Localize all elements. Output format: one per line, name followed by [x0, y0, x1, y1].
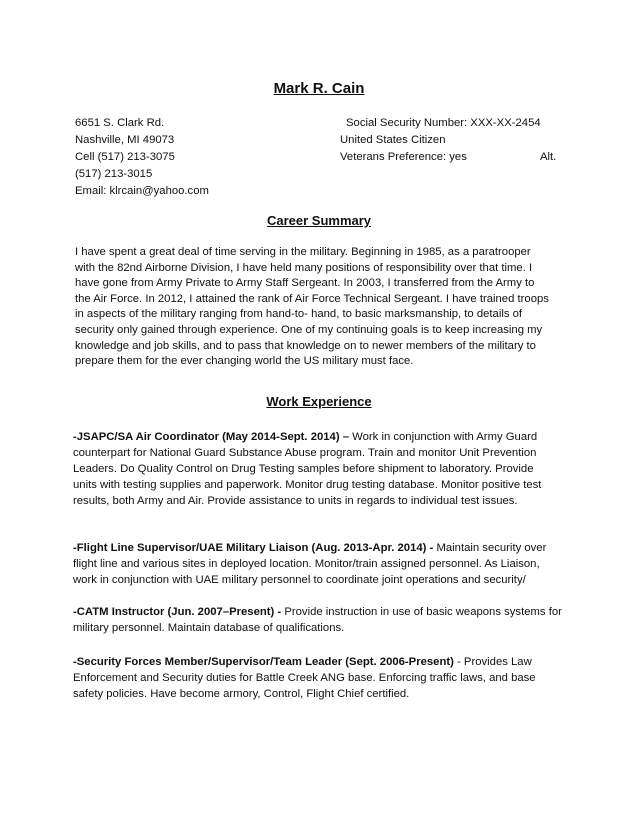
job-title: -CATM Instructor (Jun. 2007–Present) -	[73, 606, 282, 618]
job-description: Maintain security over	[433, 542, 547, 554]
job-entry	[73, 605, 578, 637]
job-description-line: military personnel. Maintain database of qualifications.	[73, 621, 345, 634]
summary-line: security only gained through experience. One of my continuing goals is to keep increasing my	[75, 323, 543, 336]
job-description-line: counterpart for National Guard Substance Abuse program. Train and monitor Unit Prevention	[73, 446, 537, 459]
alt-label: Alt.	[540, 151, 557, 163]
cell-phone: Cell (517) 213-3075	[75, 151, 175, 163]
job-title: -Security Forces Member/Supervisor/Team Leader (Sept. 2006-Present)	[73, 656, 454, 668]
job-description-line: flight line and various sites in deployed location. Monitor/train assigned personnel. As Liaison,	[73, 557, 540, 570]
veterans-preference: Veterans Preference: yes	[340, 151, 467, 163]
job-entry	[73, 655, 578, 703]
summary-line: knowledge and job skills, and to pass that knowledge on to newer members of the military to	[75, 339, 536, 352]
address-line-2: Nashville, MI 49073	[75, 134, 175, 146]
job-description-line: safety policies. Have become armory, Control, Flight Chief certified.	[73, 687, 410, 700]
work-experience-heading: Work Experience	[266, 394, 372, 409]
summary-line: prepare them for the ever changing world the US military must face.	[75, 355, 414, 368]
career-summary-text	[75, 245, 575, 370]
job-description-line: units with testing supplies and paperwork. Monitor drug testing database. Monitor positive test	[73, 478, 542, 491]
job-description-line: Enforcement and Security duties for Battle Creek ANG base. Enforcing traffic laws, and base	[73, 671, 536, 684]
summary-line: the Air Force. In 2012, I attained the rank of Air Force Technical Sergeant. I have trained troops	[75, 292, 549, 305]
job-title: -Flight Line Supervisor/UAE Military Liaison (Aug. 2013-Apr. 2014) -	[73, 542, 434, 554]
summary-line: I have spent a great deal of time serving in the military. Beginning in 1985, as a paratrooper	[75, 246, 531, 258]
job-description-line: results, both Army and Air. Provide assistance to units in regards to individual test issues.	[73, 494, 518, 507]
address-line-1: 6651 S. Clark Rd.	[75, 117, 165, 129]
job-title: -JSAPC/SA Air Coordinator (May 2014-Sept. 2014) –	[73, 431, 350, 443]
alt-phone: (517) 213-3015	[75, 168, 153, 180]
citizenship: United States Citizen	[340, 134, 446, 146]
job-entry	[73, 541, 578, 589]
job-description: - Provides Law	[453, 656, 532, 668]
job-entry	[73, 430, 578, 510]
summary-line: in aspects of the military ranging from hand-to- hand, to basic marksmanship, to details of	[75, 308, 523, 321]
candidate-name: Mark R. Cain	[273, 80, 365, 97]
career-summary-heading: Career Summary	[266, 213, 372, 228]
job-description-line: Leaders. Do Quality Control on Drug Testing samples before shipment to laboratory. Provide	[73, 462, 534, 475]
job-description: Provide instruction in use of basic weapons systems for	[281, 606, 562, 618]
job-description: Work in conjunction with Army Guard	[349, 431, 538, 443]
email: Email: klrcain@yahoo.com	[75, 185, 209, 197]
summary-line: with the 82nd Airborne Division, I have held many positions of responsibility over that time. I	[75, 261, 533, 274]
ssn: Social Security Number: XXX-XX-2454	[346, 117, 541, 129]
job-description-line: work in conjunction with UAE military personnel to coordinate joint operations and security/	[73, 573, 526, 586]
summary-line: have gone from Army Private to Army Staff Sergeant. In 2003, I transferred from the Army to	[75, 277, 535, 290]
